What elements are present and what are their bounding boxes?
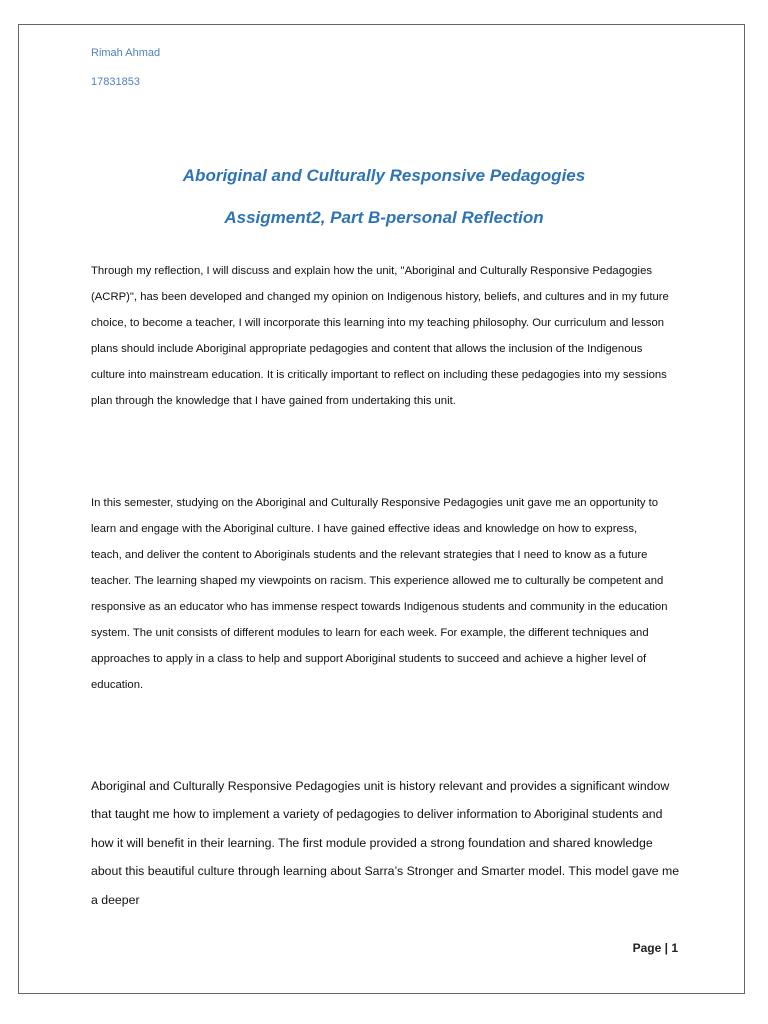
document-title: Aboriginal and Culturally Responsive Pedagogies bbox=[182, 166, 586, 185]
body-paragraph-2: In this semester, studying on the Aboriginal and Culturally Responsive Pedagogies unit gave me an opportunity to learn and engage with the Aboriginal culture. I have gained effective ideas and knowledge on how to express, teach, and deliver the content to Aboriginals students and the relevant strategies that I need to know as a future teacher. The learning shaped my viewpoints on racism. This experience allowed me to culturally be competent and responsive as an educator who has immense respect towards Indigenous students and community in the education system. The unit consists of different modules to learn for each week. For example, the different techniques and approaches to apply in a class to help and support Aboriginal students to succeed and achieve a higher level of education. bbox=[91, 497, 668, 691]
body-paragraph-3: Aboriginal and Culturally Responsive Pedagogies unit is history relevant and provides a significant window that taught me how to implement a variety of pedagogies to deliver information to Aboriginal students and how it will benefit in their learning. The first module provided a strong foundation and shared knowledge about this beautiful culture through learning about Sarra’s Stronger and Smarter model. This model gave me a deeper bbox=[91, 779, 680, 907]
body-paragraph-1: Through my reflection, I will discuss and explain how the unit, "Aboriginal and Culturally Responsive Pedagogies (ACRP)", has been developed and changed my opinion on Indigenous history, beliefs, and cultures and in my future choice, to become a teacher, I will incorporate this learning into my teaching philosophy. Our curriculum and lesson plans should include Aboriginal appropriate pedagogies and content that allows the inclusion of the Indigenous culture into mainstream education. It is critically important to reflect on including these pedagogies into my sessions plan through the knowledge that I have gained from undertaking this unit. bbox=[91, 265, 669, 407]
page-number: Page | 1 bbox=[632, 941, 678, 955]
document-subtitle: Assigment2, Part B-personal Reflection bbox=[224, 208, 544, 227]
author-name: Rimah Ahmad bbox=[91, 47, 161, 59]
student-id: 17831853 bbox=[91, 76, 140, 88]
